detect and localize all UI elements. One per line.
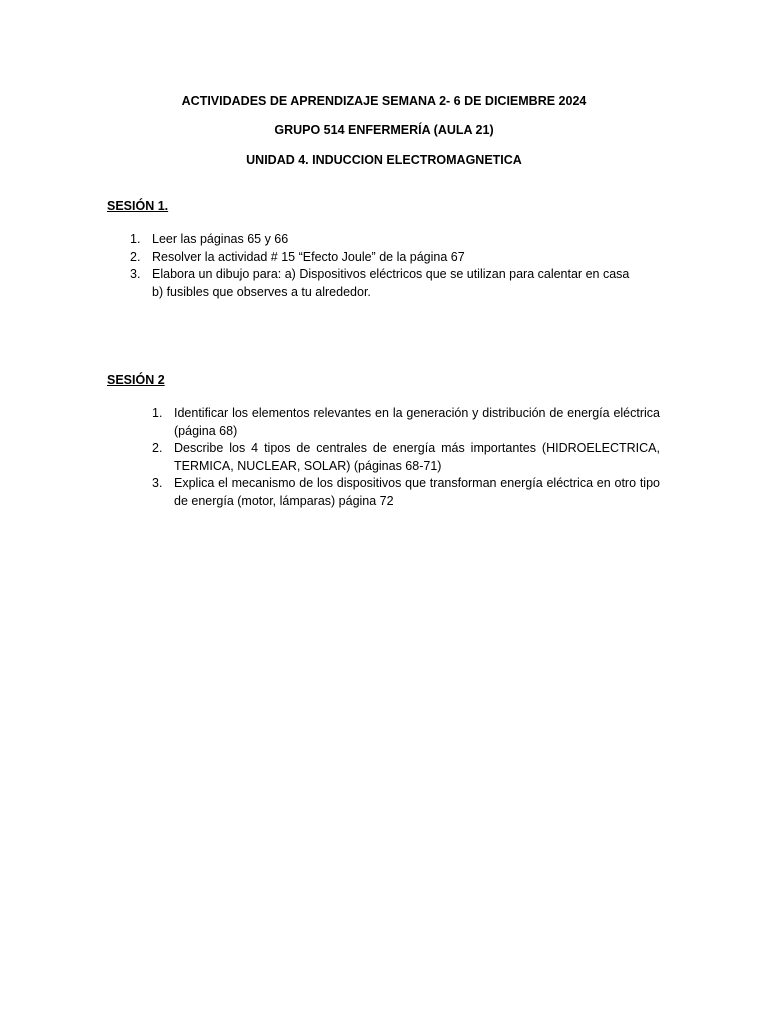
list-item xyxy=(130,231,650,249)
list-item-text: Explica el mecanismo de los dispositivos que transforman energía eléctrica en otro tipo de energía (motor, lámparas) página 72 xyxy=(174,476,660,508)
list-item xyxy=(152,440,660,475)
list-item-continuation: b) fusibles que observes a tu alrededor. xyxy=(152,284,371,299)
group-heading: GRUPO 514 ENFERMERÍA (AULA 21) xyxy=(274,123,494,137)
list-item-number: 2. xyxy=(152,441,163,455)
list-item-text: Describe los 4 tipos de centrales de energía más importantes (HIDROELECTRICA, TERMICA, NUCLEAR, SOLAR) (páginas 68-71) xyxy=(174,441,660,473)
list-item-number: 1. xyxy=(152,406,163,420)
list-item-number: 3. xyxy=(152,476,163,490)
session-1-title: SESIÓN 1. xyxy=(107,199,169,213)
list-item xyxy=(152,405,660,440)
list-item-text: Resolver la actividad # 15 “Efecto Joule” de la página 67 xyxy=(152,249,465,264)
session-2-activity-list xyxy=(152,405,660,510)
list-item xyxy=(130,266,650,301)
list-item xyxy=(130,249,650,267)
list-item-number: 3. xyxy=(130,267,141,281)
list-item-text: Elabora un dibujo para: a) Dispositivos eléctricos que se utilizan para calentar en casa xyxy=(152,267,630,281)
list-item-number: 2. xyxy=(130,249,141,264)
session-1-activity-list xyxy=(130,231,650,301)
list-item xyxy=(152,475,660,510)
unit-heading: UNIDAD 4. INDUCCION ELECTROMAGNETICA xyxy=(246,153,522,167)
list-item-number: 1. xyxy=(130,232,141,246)
list-item-text: Identificar los elementos relevantes en la generación y distribución de energía eléctrica (página 68) xyxy=(174,406,660,438)
list-item-text: Leer las páginas 65 y 66 xyxy=(152,232,289,246)
document-title: ACTIVIDADES DE APRENDIZAJE SEMANA 2- 6 DE DICIEMBRE 2024 xyxy=(181,94,587,108)
session-2-title: SESIÓN 2 xyxy=(107,373,165,387)
